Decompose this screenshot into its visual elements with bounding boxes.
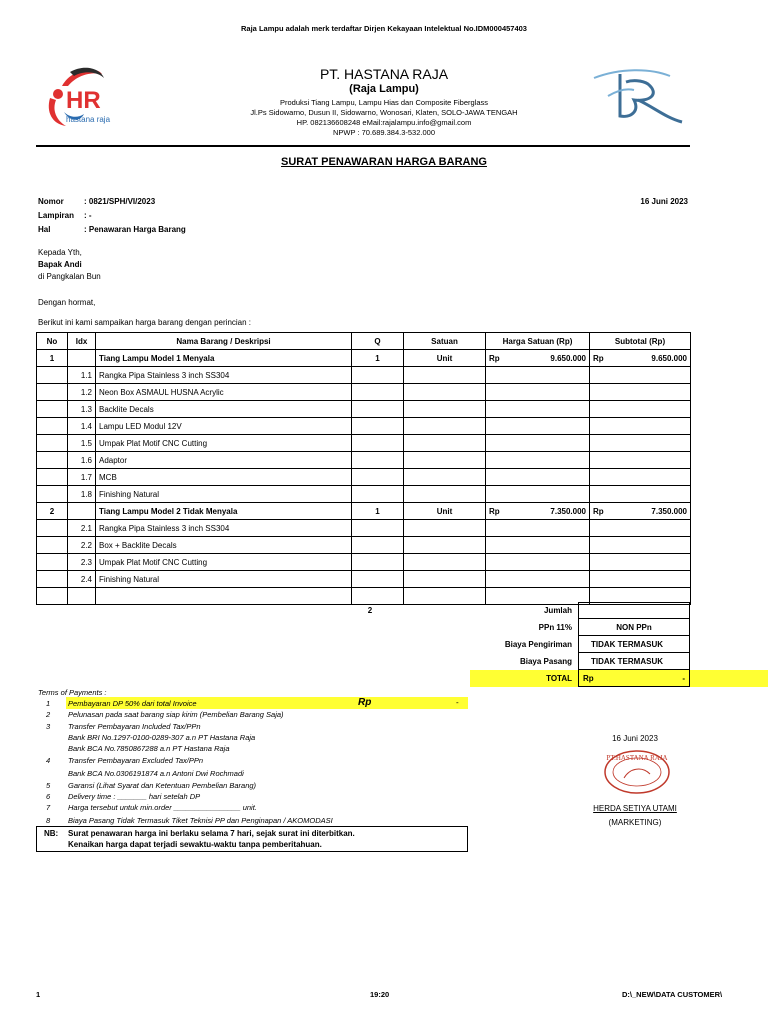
table-row bbox=[37, 537, 691, 554]
row-unit-price bbox=[486, 571, 590, 588]
row-qty bbox=[352, 469, 404, 486]
company-contact: HP. 082136608248 eMail:rajalampu.info@gmail.com bbox=[296, 118, 472, 127]
row-subtotal bbox=[590, 350, 691, 367]
row-name: Umpak Plat Motif CNC Cutting bbox=[96, 554, 352, 571]
company-stamp bbox=[602, 748, 672, 796]
stamp-graphic bbox=[602, 748, 672, 796]
table-row bbox=[37, 418, 691, 435]
row-unit-price bbox=[486, 401, 590, 418]
row-name: Finishing Natural bbox=[96, 571, 352, 588]
row-unit bbox=[404, 435, 486, 452]
term-bank-bri: Bank BRI No.1297-0100-0289-307 a.n PT Hastana Raja bbox=[68, 733, 256, 742]
recipient-location: di Pangkalan Bun bbox=[38, 272, 101, 281]
recipient-name: Bapak Andi bbox=[38, 260, 82, 269]
row-name: Rangka Pipa Stainless 3 inch SS304 bbox=[96, 367, 352, 384]
total-currency: Rp bbox=[583, 674, 594, 683]
footer-time: 19:20 bbox=[370, 990, 390, 999]
table-row bbox=[37, 367, 691, 384]
row-subtotal-currency: Rp bbox=[593, 506, 604, 516]
table-header-row bbox=[37, 333, 691, 350]
row-unit bbox=[404, 469, 486, 486]
jumlah-value bbox=[578, 602, 690, 619]
row-unit: Unit bbox=[404, 350, 486, 367]
row-idx: 1.4 bbox=[68, 418, 96, 435]
table-row bbox=[37, 571, 691, 588]
row-subtotal bbox=[590, 571, 691, 588]
term-pelunasan: Pelunasan pada saat barang siap kirim (Pembelian Barang Saja) bbox=[68, 710, 284, 719]
row-qty bbox=[352, 401, 404, 418]
nb-label: NB: bbox=[44, 829, 59, 838]
header-subtotal: Subtotal (Rp) bbox=[590, 333, 691, 350]
row-qty bbox=[352, 520, 404, 537]
jumlah-label: Jumlah bbox=[543, 606, 572, 615]
row-no bbox=[37, 588, 68, 605]
row-name: Tiang Lampu Model 2 Tidak Menyala bbox=[96, 503, 352, 520]
row-unit-price bbox=[486, 537, 590, 554]
row-idx bbox=[68, 588, 96, 605]
row-no bbox=[37, 469, 68, 486]
row-no bbox=[37, 418, 68, 435]
row-unit-price bbox=[486, 469, 590, 486]
company-products: Produksi Tiang Lampu, Lampu Hias dan Composite Fiberglass bbox=[279, 98, 489, 107]
summary-pasang bbox=[360, 653, 690, 670]
pengiriman-label: Biaya Pengiriman bbox=[504, 640, 572, 649]
row-unit-price bbox=[486, 367, 590, 384]
row-unit-price-currency: Rp bbox=[489, 353, 500, 363]
row-no bbox=[37, 384, 68, 401]
items-table bbox=[36, 332, 691, 605]
table-row bbox=[37, 350, 691, 367]
row-idx bbox=[68, 503, 96, 520]
table-row bbox=[37, 435, 691, 452]
lampiran-value: : - bbox=[84, 211, 92, 220]
row-idx: 2.1 bbox=[68, 520, 96, 537]
footer-page-number: 1 bbox=[36, 990, 41, 999]
header-name: Nama Barang / Deskripsi bbox=[96, 333, 352, 350]
row-unit bbox=[404, 401, 486, 418]
row-qty: 1 bbox=[352, 350, 404, 367]
qty-total: 2 bbox=[367, 606, 373, 615]
nomor-label: Nomor bbox=[38, 197, 64, 206]
row-subtotal-currency: Rp bbox=[593, 353, 604, 363]
term-dp-value: - bbox=[456, 698, 459, 707]
term-number: 2 bbox=[46, 710, 51, 719]
table-row bbox=[37, 384, 691, 401]
row-unit bbox=[404, 571, 486, 588]
row-name: Neon Box ASMAUL HUSNA Acrylic bbox=[96, 384, 352, 401]
row-subtotal bbox=[590, 367, 691, 384]
summary-total bbox=[360, 670, 690, 687]
row-subtotal-value: 7.350.000 bbox=[651, 506, 687, 516]
ppn-label: PPn 11% bbox=[538, 623, 572, 632]
row-unit bbox=[404, 554, 486, 571]
header-no: No bbox=[37, 333, 68, 350]
row-qty bbox=[352, 435, 404, 452]
term-min-order: Harga tersebut untuk min.order ________________ unit. bbox=[68, 803, 257, 812]
document-date: 16 Juni 2023 bbox=[640, 197, 688, 206]
row-unit-price bbox=[486, 418, 590, 435]
term-number: 6 bbox=[46, 792, 51, 801]
hal-value: : Penawaran Harga Barang bbox=[84, 225, 186, 234]
nb-validity: Surat penawaran harga ini berlaku selama 7 hari, sejak surat ini diterbitkan. bbox=[68, 829, 355, 838]
row-idx: 2.4 bbox=[68, 571, 96, 588]
summary-pengiriman bbox=[360, 636, 690, 653]
hr-logo-text: HR bbox=[66, 87, 101, 114]
nb-price-change: Kenaikan harga dapat terjadi sewaktu-waktu tanpa pemberitahuan. bbox=[68, 840, 322, 849]
row-subtotal bbox=[590, 418, 691, 435]
pasang-label: Biaya Pasang bbox=[519, 657, 572, 666]
table-row bbox=[37, 486, 691, 503]
table-row bbox=[37, 520, 691, 537]
stamp-text: PT.HASTANA RAJA bbox=[606, 754, 668, 762]
row-unit-price bbox=[486, 520, 590, 537]
header-qty: Q bbox=[352, 333, 404, 350]
row-unit-price-value: 9.650.000 bbox=[550, 353, 586, 363]
row-idx: 1.7 bbox=[68, 469, 96, 486]
table-row bbox=[37, 401, 691, 418]
row-name: Box + Backlite Decals bbox=[96, 537, 352, 554]
term-number: 5 bbox=[46, 781, 51, 790]
pengiriman-value: TIDAK TERMASUK bbox=[578, 636, 690, 653]
term-bank-bca: Bank BCA No.7850867288 a.n PT Hastana Raja bbox=[68, 744, 230, 753]
row-qty bbox=[352, 571, 404, 588]
row-unit-price bbox=[486, 435, 590, 452]
hastana-raja-logo bbox=[44, 64, 144, 130]
row-unit-price bbox=[486, 350, 590, 367]
row-unit-price bbox=[486, 503, 590, 520]
ppn-value: NON PPn bbox=[578, 619, 690, 636]
table-row bbox=[37, 469, 691, 486]
term-number: 8 bbox=[46, 816, 51, 825]
row-no bbox=[37, 554, 68, 571]
hr-logo-graphic bbox=[44, 64, 144, 130]
row-idx: 1.5 bbox=[68, 435, 96, 452]
term-number: 3 bbox=[46, 722, 51, 731]
row-idx bbox=[68, 350, 96, 367]
row-subtotal bbox=[590, 503, 691, 520]
terms-heading: Terms of Payments : bbox=[38, 688, 107, 697]
row-subtotal bbox=[590, 401, 691, 418]
row-qty bbox=[352, 554, 404, 571]
company-brand: (Raja Lampu) bbox=[349, 83, 419, 95]
total-value-cell bbox=[578, 670, 690, 687]
nomor-value: : 0821/SPH/VI/2023 bbox=[84, 197, 156, 206]
recipient-salutation: Kepada Yth, bbox=[38, 248, 82, 257]
row-no bbox=[37, 520, 68, 537]
row-qty bbox=[352, 537, 404, 554]
row-subtotal bbox=[590, 469, 691, 486]
header-unit-price: Harga Satuan (Rp) bbox=[486, 333, 590, 350]
row-subtotal bbox=[590, 520, 691, 537]
raja-lampu-logo bbox=[590, 66, 690, 126]
trademark-notice: Raja Lampu adalah merk terdaftar Dirjen Kekayaan Intelektual No.IDM000457403 bbox=[241, 24, 527, 33]
row-unit-price bbox=[486, 384, 590, 401]
row-subtotal bbox=[590, 537, 691, 554]
footer-path: D:\_NEW\DATA CUSTOMER\ bbox=[622, 990, 723, 999]
row-name: Adaptor bbox=[96, 452, 352, 469]
company-address: Jl.Ps Sidowarno, Dusun II, Sidowarno, Wonosari, Klaten, SOLO-JAWA TENGAH bbox=[250, 108, 518, 117]
row-qty bbox=[352, 367, 404, 384]
row-unit bbox=[404, 384, 486, 401]
row-name: MCB bbox=[96, 469, 352, 486]
row-no bbox=[37, 571, 68, 588]
table-row bbox=[37, 503, 691, 520]
greeting: Dengan hormat, bbox=[38, 298, 96, 307]
row-unit bbox=[404, 537, 486, 554]
row-idx: 1.8 bbox=[68, 486, 96, 503]
row-subtotal bbox=[590, 486, 691, 503]
row-name: Lampu LED Modul 12V bbox=[96, 418, 352, 435]
row-idx: 1.1 bbox=[68, 367, 96, 384]
company-npwp: NPWP : 70.689.384.3-532.000 bbox=[332, 128, 435, 137]
row-no bbox=[37, 537, 68, 554]
row-unit-price bbox=[486, 486, 590, 503]
row-subtotal bbox=[590, 384, 691, 401]
row-subtotal bbox=[590, 452, 691, 469]
row-qty bbox=[352, 452, 404, 469]
pasang-value: TIDAK TERMASUK bbox=[578, 653, 690, 670]
row-qty: 1 bbox=[352, 503, 404, 520]
total-value: - bbox=[682, 674, 685, 683]
row-name: Finishing Natural bbox=[96, 486, 352, 503]
term-dp: Pembayaran DP 50% dari total Invoice bbox=[68, 699, 197, 708]
term-number: 7 bbox=[46, 803, 51, 812]
row-idx: 1.6 bbox=[68, 452, 96, 469]
intro-text: Berikut ini kami sampaikan harga barang dengan perincian : bbox=[38, 318, 252, 327]
row-name: Tiang Lampu Model 1 Menyala bbox=[96, 350, 352, 367]
hr-logo-subtext: hastana raja bbox=[66, 115, 111, 124]
term-number: 4 bbox=[46, 756, 51, 765]
row-no bbox=[37, 367, 68, 384]
row-qty bbox=[352, 384, 404, 401]
row-no: 1 bbox=[37, 350, 68, 367]
row-qty bbox=[352, 486, 404, 503]
row-idx: 1.2 bbox=[68, 384, 96, 401]
row-name bbox=[96, 588, 352, 605]
term-garansi: Garansi (Lihat Syarat dan Ketentuan Pembelian Barang) bbox=[68, 781, 257, 790]
header-divider bbox=[36, 145, 690, 147]
term-number: 1 bbox=[46, 699, 51, 708]
row-no bbox=[37, 401, 68, 418]
row-subtotal bbox=[590, 554, 691, 571]
row-unit-price-value: 7.350.000 bbox=[550, 506, 586, 516]
signature-date: 16 Juni 2023 bbox=[612, 734, 658, 743]
summary-ppn bbox=[360, 619, 690, 636]
row-unit bbox=[404, 452, 486, 469]
row-name: Umpak Plat Motif CNC Cutting bbox=[96, 435, 352, 452]
signatory-name: HERDA SETIYA UTAMI bbox=[593, 804, 677, 813]
row-idx: 1.3 bbox=[68, 401, 96, 418]
row-no bbox=[37, 452, 68, 469]
row-idx: 2.2 bbox=[68, 537, 96, 554]
header-idx: Idx bbox=[68, 333, 96, 350]
document-title: SURAT PENAWARAN HARGA BARANG bbox=[281, 156, 487, 168]
row-name: Backlite Decals bbox=[96, 401, 352, 418]
row-unit bbox=[404, 520, 486, 537]
term-transfer-included: Transfer Pembayaran Included Tax/PPn bbox=[68, 722, 201, 731]
row-unit-price bbox=[486, 452, 590, 469]
table-row bbox=[37, 452, 691, 469]
row-unit-price bbox=[486, 554, 590, 571]
header-unit: Satuan bbox=[404, 333, 486, 350]
term-bank-bca-personal: Bank BCA No.0306191874 a.n Antoni Dwi Rochmadi bbox=[68, 769, 244, 778]
term-delivery: Delivery time : _______ hari setelah DP bbox=[68, 792, 201, 801]
table-row bbox=[37, 554, 691, 571]
row-unit bbox=[404, 486, 486, 503]
row-qty bbox=[352, 418, 404, 435]
summary-jumlah bbox=[360, 602, 690, 619]
br-logo-graphic bbox=[590, 66, 690, 126]
row-name: Rangka Pipa Stainless 3 inch SS304 bbox=[96, 520, 352, 537]
row-unit bbox=[404, 418, 486, 435]
row-no: 2 bbox=[37, 503, 68, 520]
hal-label: Hal bbox=[38, 225, 51, 234]
total-label: TOTAL bbox=[546, 674, 572, 683]
company-name: PT. HASTANA RAJA bbox=[319, 66, 449, 82]
term-transfer-excluded: Transfer Pembayaran Excluded Tax/PPn bbox=[68, 756, 204, 765]
row-unit: Unit bbox=[404, 503, 486, 520]
row-subtotal-value: 9.650.000 bbox=[651, 353, 687, 363]
row-no bbox=[37, 435, 68, 452]
row-idx: 2.3 bbox=[68, 554, 96, 571]
row-no bbox=[37, 486, 68, 503]
row-subtotal bbox=[590, 435, 691, 452]
term-biaya-pasang: Biaya Pasang Tidak Termasuk Tiket Teknisi PP dan Penginapan / AKOMODASI bbox=[68, 816, 333, 825]
row-unit-price-currency: Rp bbox=[489, 506, 500, 516]
signatory-role: (MARKETING) bbox=[608, 818, 662, 827]
row-unit bbox=[404, 367, 486, 384]
lampiran-label: Lampiran bbox=[38, 211, 75, 220]
term-dp-currency: Rp bbox=[358, 697, 372, 708]
